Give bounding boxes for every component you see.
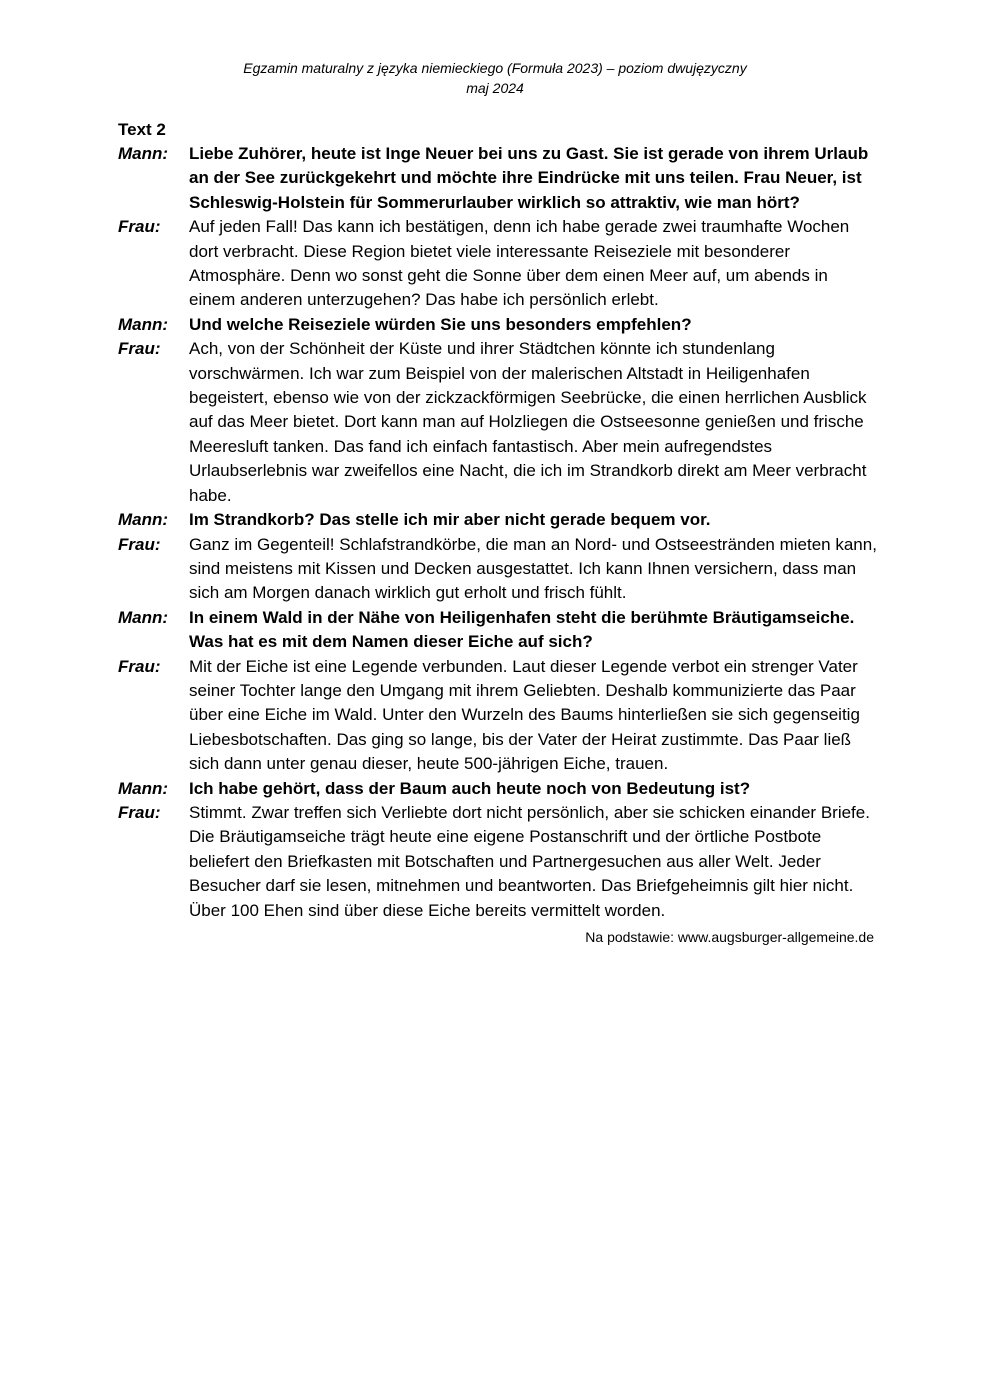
- dialogue-turn: [118, 142, 878, 215]
- speaker-label: Mann:: [118, 778, 169, 798]
- page-header: [0, 58, 990, 98]
- dialogue-turn: [118, 337, 878, 508]
- exam-title: Egzamin maturalny z języka niemieckiego (Formuła 2023) – poziom dwujęzyczny: [243, 60, 747, 76]
- dialogue-turn: [118, 508, 878, 532]
- speaker-label: Frau:: [118, 534, 161, 554]
- dialogue-turn: [118, 606, 878, 655]
- dialogue-turn: [118, 655, 878, 777]
- utterance-text: Im Strandkorb? Das stelle ich mir aber nicht gerade bequem vor.: [189, 510, 711, 530]
- utterance-text: Ganz im Gegenteil! Schlafstrandkörbe, die man an Nord- und Ostseestränden mieten kann, sind meistens mit Kissen und Decken ausgestattet. Ich kann Ihnen versichern, dass man sich am Morgen danach wirklich gut erholt und frisch fühlt.: [189, 534, 877, 603]
- utterance-text: Und welche Reiseziele würden Sie uns besonders empfehlen?: [189, 314, 692, 334]
- text-title: Text 2: [118, 120, 166, 139]
- dialogue-turn: [118, 215, 878, 313]
- utterance-text: In einem Wald in der Nähe von Heiligenhafen steht die berühmte Bräutigamseiche. Was hat es mit dem Namen dieser Eiche auf sich?: [189, 607, 855, 652]
- dialogue-turn: [118, 533, 878, 606]
- document-body: [118, 118, 878, 947]
- speaker-label: Mann:: [118, 314, 169, 334]
- utterance-text: Liebe Zuhörer, heute ist Inge Neuer bei uns zu Gast. Sie ist gerade von ihrem Urlaub an der See zurückgekehrt und möchte ihre Eindrücke mit uns teilen. Frau Neuer, ist Schleswig-Holstein für Sommerurlauber wirklich so attraktiv, wie man hört?: [189, 144, 869, 212]
- utterance-text: Stimmt. Zwar treffen sich Verliebte dort nicht persönlich, aber sie schicken einander Briefe. Die Bräutigamseiche trägt heute eine eigene Postanschrift und der örtliche Postbote beliefert den Briefkasten mit Botschaften und Partnergesuchen aus aller Welt. Jeder Besucher darf sie lesen, mitnehmen und beantworten. Das Briefgeheimnis gilt hier nicht. Über 100 Ehen sind über diese Eiche bereits vermittelt worden.: [189, 802, 870, 920]
- utterance-text: Ach, von der Schönheit der Küste und ihrer Städtchen könnte ich stundenlang vorschwärmen. Ich war zum Beispiel von der malerischen Altstadt in Heiligenhafen begeistert, ebenso wie von der zickzackförmigen Seebrücke, die einen herrlichen Ausblick auf das Meer bietet. Dort kann man auf Holzliegen die Ostseesonne genießen und frische Meeresluft tanken. Das fand ich einfach fantastisch. Aber mein aufregendstes Urlaubserlebnis war zweifellos eine Nacht, die ich im Strandkorb direkt am Meer verbracht habe.: [189, 339, 867, 505]
- source-citation: Na podstawie: www.augsburger-allgemeine.de: [585, 929, 874, 945]
- utterance-text: Mit der Eiche ist eine Legende verbunden. Laut dieser Legende verbot ein strenger Vater seiner Tochter lange den Umgang mit ihrem Geliebten. Deshalb kommunizierte das Paar über eine Eiche im Wald. Unter den Wurzeln des Baums hinterließen sie sich gegenseitig Liebesbotschaften. Das ging so lange, bis der Vater der Heirat zustimmte. Das Paar ließ sich dann unter genau dieser, heute 500-jährigen Eiche, trauen.: [189, 656, 860, 774]
- dialogue-turn: [118, 313, 878, 337]
- dialogue-turn: [118, 777, 878, 801]
- speaker-label: Mann:: [118, 510, 169, 530]
- speaker-label: Frau:: [118, 656, 161, 676]
- exam-date: maj 2024: [466, 80, 524, 96]
- speaker-label: Mann:: [118, 144, 169, 163]
- utterance-text: Ich habe gehört, dass der Baum auch heute noch von Bedeutung ist?: [189, 778, 751, 798]
- speaker-label: Frau:: [118, 339, 161, 359]
- speaker-label: Frau:: [118, 802, 161, 822]
- speaker-label: Mann:: [118, 607, 169, 627]
- speaker-label: Frau:: [118, 217, 161, 237]
- dialogue-turn: [118, 801, 878, 923]
- utterance-text: Auf jeden Fall! Das kann ich bestätigen, denn ich habe gerade zwei traumhafte Wochen dort verbracht. Diese Region bietet viele interessante Reiseziele mit besonderer Atmosphäre. Denn wo sonst geht die Sonne über dem einen Meer auf, um abends in einem anderen unterzugehen? Das habe ich persönlich erlebt.: [189, 217, 850, 310]
